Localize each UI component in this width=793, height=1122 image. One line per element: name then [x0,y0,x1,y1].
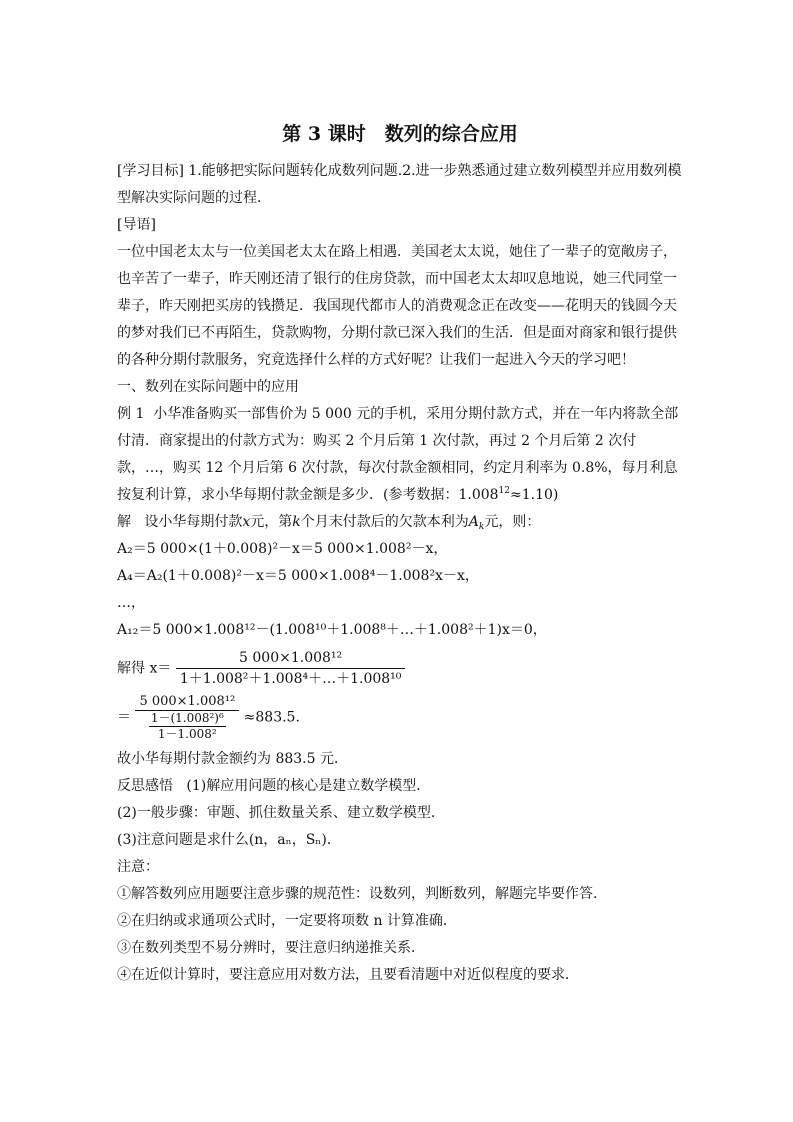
example-text: 小华准备购买一部售价为 5 000 元的手机，采用分期付款方式，并在一年内将款全部付清．商家提出的付款方式为：购买 2 个月后第 1 次付款，再过 2 个月后第 2 次付款，…，购买 12 个月后第 6 次付款，每次付款金额相同，约定月利率为 0.8%，每月利息按复利计算，求小华每期付款金额是多少．(参考数据：1.008 [117,406,679,503]
approx-result: ≈883.5. [243,709,300,726]
variable-x: x [242,514,251,530]
equation-a2: A₂＝5 000×(1＋0.008)²－x＝5 000×1.008²－x， [117,541,448,557]
section-heading: 一、数列在实际问题中的应用 [117,379,299,395]
fraction-1 [176,648,406,689]
example-label: 例 1 [117,406,145,422]
fraction-2-numerator: 5 000×1.008¹² [139,694,236,709]
note-2: ②在归纳或求通项公式时，一定要将项数 n 计算准确． [117,913,457,929]
learning-goals-label: [学习目标] [117,163,184,179]
solution-label: 解 [117,514,131,530]
solve-prefix: 解得 x＝ [117,660,172,677]
solution-text: 元，则： [484,514,541,530]
fraction-2-inner-numerator: 1－(1.008²)⁶ [150,711,224,725]
fraction-1-denominator: 1＋1.008²＋1.008⁴＋…＋1.008¹⁰ [176,668,406,689]
equation-a12: A₁₂＝5 000×1.008¹²－(1.008¹⁰＋1.008⁸＋…＋1.008²＋1)x＝0， [117,622,547,638]
note-4: ④在近似计算时，要注意应用对数方法，且要看清题中对近似程度的要求． [117,967,579,983]
solution-conclusion: 故小华每期付款金额约为 883.5 元． [117,751,348,767]
equation-a4: A₄＝A₂(1＋0.008)²－x＝5 000×1.008⁴－1.008²x－x， [117,568,479,584]
intro-label: [导语] [117,217,156,233]
solution-text: 设小华每期付款 [144,514,243,530]
document-body [117,118,683,989]
fraction-2 [135,693,239,742]
equals-sign: ＝ [117,709,131,726]
notes-label: 注意： [117,859,159,875]
solution-intro [117,509,683,536]
reflection-text: (1)解应用问题的核心是建立数学模型． [186,778,431,794]
simplified-equation [117,693,683,742]
reflection-item-2: (2)一般步骤：审题、抓住数量关系、建立数学模型． [117,805,445,821]
example-ref-exponent: 12 [498,486,510,496]
variable-k: k [292,514,301,530]
fraction-2-inner-denominator: 1－1.008² [149,726,226,742]
note-3: ③在数列类型不易分辨时，要注意归纳递推关系． [117,940,425,956]
learning-goals-text: 1.能够把实际问题转化成数列问题.2.进一步熟悉通过建立数列模型并应用数列模型解决实际问题的过程． [117,163,682,206]
example-1 [117,401,683,509]
equation-dots: …， [117,595,145,611]
solution-text: 元，第 [250,514,293,530]
note-1: ①解答数列应用题要注意步骤的规范性：设数列，判断数列，解题完毕要作答． [117,886,607,902]
learning-goals [117,158,683,212]
variable-a: A [468,514,479,530]
reflection-item-1 [117,773,683,800]
example-ref-tail: ≈1.10) [510,487,559,503]
reflection-item-3: (3)注意问题是求什么(n，aₙ，Sₙ)． [117,832,341,848]
fraction-2-inner [149,711,226,742]
reflection-label: 反思感悟 [117,778,173,794]
solve-x-equation [117,648,683,689]
variable-a-subscript: k [478,522,485,532]
solution-text: 个月末付款后的欠款本利为 [300,514,469,530]
fraction-2-denominator [135,710,239,742]
fraction-1-numerator: 5 000×1.008¹² [239,650,343,666]
page-title: 第 3 课时 数列的综合应用 [282,123,518,145]
intro-text: 一位中国老太太与一位美国老太太在路上相遇．美国老太太说，她住了一辈子的宽敞房子，也辛苦了一辈子，昨天刚还清了银行的住房贷款，而中国老太太却叹息地说，她三代同堂一辈子，昨天刚把买房的钱攒足．我国现代都市人的消费观念正在改变——花明天的钱圆今天的梦对我们已不再陌生，贷款购物，分期付款已深入我们的生活．但是面对商家和银行提供的各种分期付款服务，究竟选择什么样的方式好呢？让我们一起进入今天的学习吧！ [117,244,677,368]
